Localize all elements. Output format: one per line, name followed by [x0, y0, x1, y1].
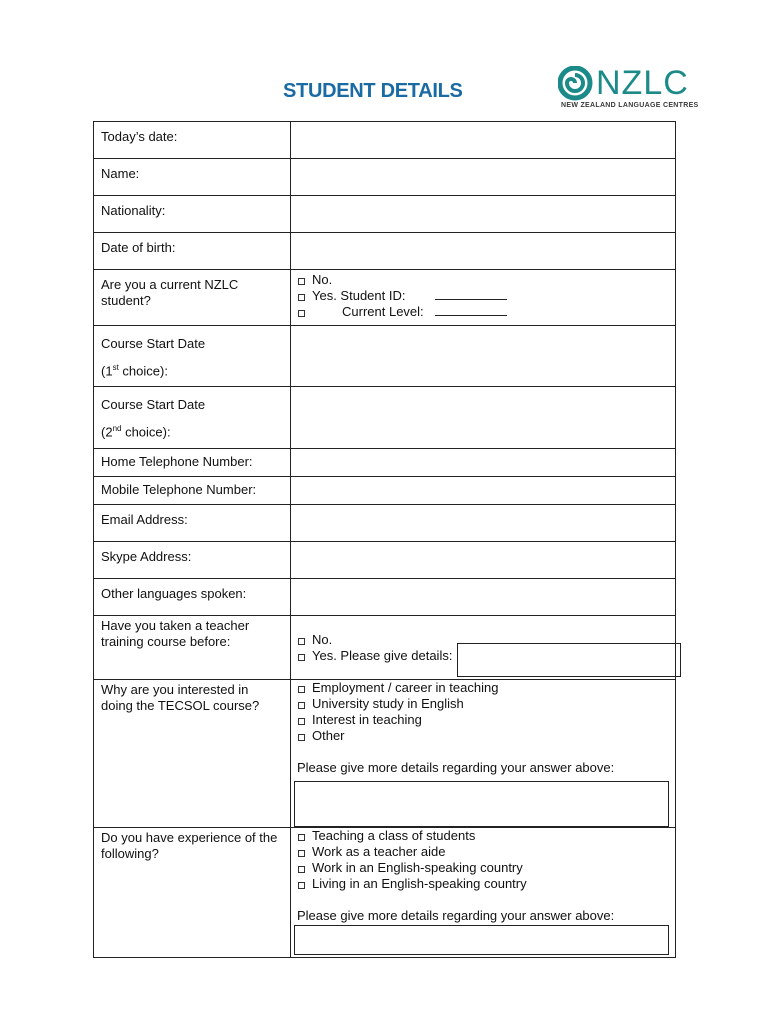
- logo-text: NZLC: [596, 64, 689, 102]
- why-tecsol-label: Why are you interested in doing the TECSOL course?: [94, 680, 291, 828]
- name-field[interactable]: [291, 159, 676, 196]
- todays-date-label: Today’s date:: [94, 122, 291, 159]
- student-id-blank[interactable]: [435, 288, 507, 300]
- exp-option-teaching-class[interactable]: Teaching a class of students: [297, 828, 669, 844]
- why-option-other[interactable]: Other: [297, 728, 669, 744]
- other-languages-label: Other languages spoken:: [94, 579, 291, 616]
- email-label: Email Address:: [94, 505, 291, 542]
- current-student-no-checkbox[interactable]: No.: [297, 272, 669, 288]
- exp-option-teacher-aide[interactable]: Work as a teacher aide: [297, 844, 669, 860]
- name-label: Name:: [94, 159, 291, 196]
- skype-label: Skype Address:: [94, 542, 291, 579]
- todays-date-field[interactable]: [291, 122, 676, 159]
- current-student-yes-checkbox[interactable]: Yes. Student ID:: [297, 288, 669, 304]
- current-student-field: [291, 270, 676, 326]
- teacher-training-field: [291, 616, 676, 680]
- email-field[interactable]: [291, 505, 676, 542]
- course-start-2-field[interactable]: [291, 387, 676, 449]
- exp-option-living-english-country[interactable]: Living in an English-speaking country: [297, 876, 669, 892]
- teacher-training-yes-checkbox[interactable]: Yes. Please give details:: [297, 648, 669, 664]
- teacher-training-label: Have you taken a teacher training course before:: [94, 616, 291, 680]
- course-start-1-label: Course Start Date (1st choice):: [94, 326, 291, 387]
- nzlc-logo: [558, 66, 708, 114]
- skype-field[interactable]: [291, 542, 676, 579]
- experience-label: Do you have experience of the following?: [94, 828, 291, 958]
- why-details-prompt: Please give more details regarding your answer above:: [297, 760, 615, 775]
- nationality-label: Nationality:: [94, 196, 291, 233]
- current-level-row: Current Level:: [297, 304, 669, 320]
- course-start-1-field[interactable]: [291, 326, 676, 387]
- page-title: STUDENT DETAILS: [283, 80, 463, 102]
- dob-field[interactable]: [291, 233, 676, 270]
- koru-icon: [558, 66, 594, 102]
- why-option-interest[interactable]: Interest in teaching: [297, 712, 669, 728]
- nationality-field[interactable]: [291, 196, 676, 233]
- teacher-training-details-box[interactable]: [457, 643, 681, 677]
- home-phone-field[interactable]: [291, 449, 676, 477]
- experience-field: [291, 828, 676, 958]
- current-level-blank[interactable]: [435, 304, 507, 316]
- why-option-university[interactable]: University study in English: [297, 696, 669, 712]
- experience-details-prompt: Please give more details regarding your answer above:: [297, 908, 615, 923]
- why-option-employment[interactable]: Employment / career in teaching: [297, 680, 669, 696]
- why-details-box[interactable]: [294, 781, 669, 827]
- exp-option-work-english-country[interactable]: Work in an English-speaking country: [297, 860, 669, 876]
- mobile-phone-field[interactable]: [291, 477, 676, 505]
- why-tecsol-field: [291, 680, 676, 828]
- dob-label: Date of birth:: [94, 233, 291, 270]
- experience-details-box[interactable]: [294, 925, 669, 955]
- logo-tagline: NEW ZEALAND LANGUAGE CENTRES: [561, 102, 699, 109]
- current-student-label: Are you a current NZLC student?: [94, 270, 291, 326]
- mobile-phone-label: Mobile Telephone Number:: [94, 477, 291, 505]
- student-details-form: [93, 121, 676, 958]
- course-start-2-label: Course Start Date (2nd choice):: [94, 387, 291, 449]
- home-phone-label: Home Telephone Number:: [94, 449, 291, 477]
- other-languages-field[interactable]: [291, 579, 676, 616]
- teacher-training-no-checkbox[interactable]: No.: [297, 632, 669, 648]
